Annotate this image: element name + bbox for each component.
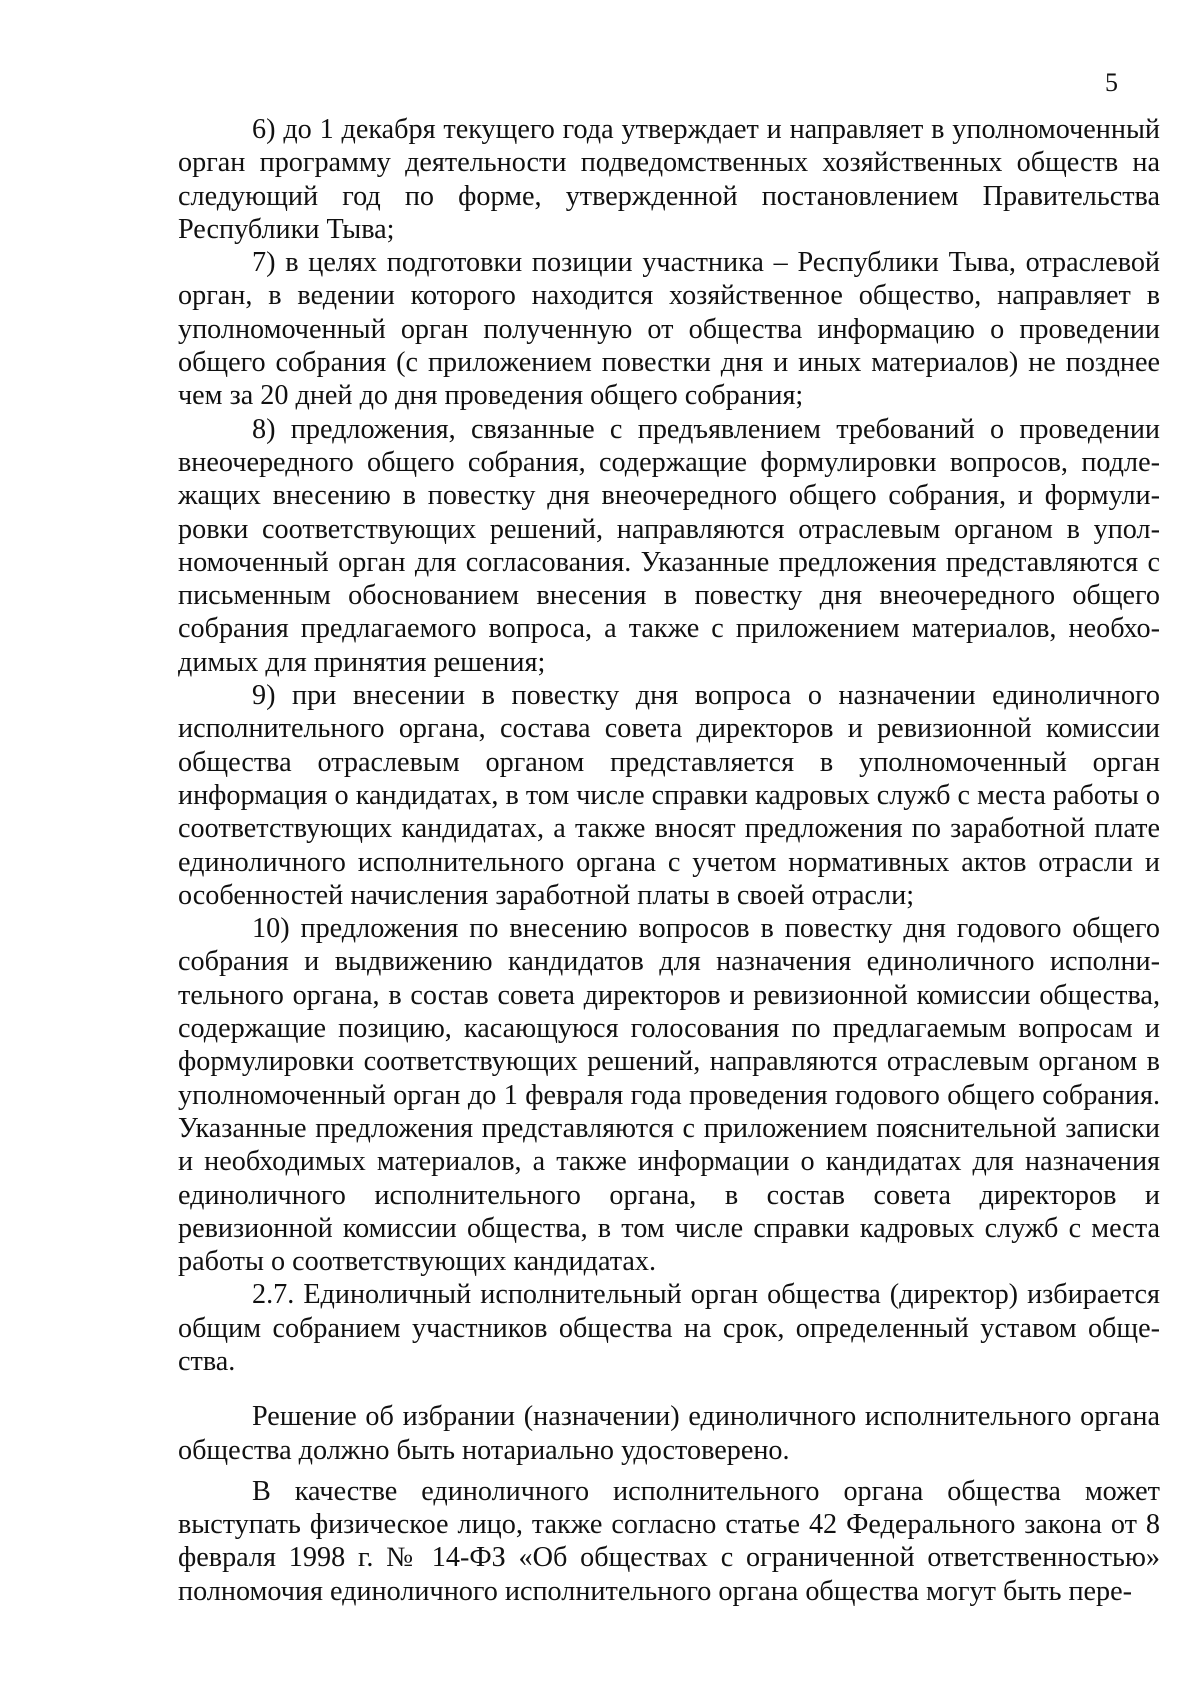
paragraph-item-7: 7) в целях подготовки позиции участника – Республики Тыва, отраслевой орган, в ведении которого находится хозяйственное общество, направляет в уполномоченный орган полученную от общества информацию о проведении общего собрания (с приложением повестки дня и иных материалов) не позднее чем за 20 дней до дня проведения общего собрания; [178,247,1160,412]
paragraph-executive-body: В качестве единоличного исполнительного органа общества может выступать физическое лицо, также согласно статье 42 Федерального закона от 8 февраля 1998 г. № 14-ФЗ «Об обществах с ограниченной ответственностью» полномочия единоличного исполнительного органа общества могут быть пере- [178,1475,1160,1607]
paragraph-section-2-7: 2.7. Единоличный исполнительный орган общества (директор) избирается общим собранием участников общества на срок, определенный уставом общества. [178,1279,1160,1377]
paragraph-item-6: 6) до 1 декабря текущего года утверждает и направляет в уполномоченный орган программу деятельности подведомственных хозяйственных обществ на следующий год по форме, утвержденной постановлением Правительства Республики Тыва; [178,114,1160,245]
paragraph-item-8: 8) предложения, связанные с предъявлением требований о проведении внеочередного общего собрания, содержащие формулировки вопросов, подлежащих внесению в повестку дня внеочередного общего собрания, и формулировки соответствующих решений, направляются отраслевым органом в уполномоченный орган для согласования. Указанные предложения представляются с письменным обоснованием внесения в повестку дня внеочередного общего собрания предлагаемого вопроса, а также с приложением материалов, необходимых для принятия решения; [178,413,1160,678]
paragraph-notarization: Решение об избрании (назначении) единоличного исполнительного органа общества должно быть нотариально удостоверено. [178,1401,1160,1466]
document-body [178,113,1160,1608]
paragraph-item-9: 9) при внесении в повестку дня вопроса о назначении единоличного исполнительного органа, состава совета директоров и ревизионной комиссии общества отраслевым органом представляется в уполномоченный орган информация о кандидатах, в том числе справки кадровых служб с места работы о соответствующих кандидатах, а также вносят предложения по заработной плате единоличного исполнительного органа с учетом нормативных актов отрасли и особенностей начисления заработной платы в своей отрасли; [178,680,1160,911]
paragraph-item-10: 10) предложения по внесению вопросов в повестку дня годового общего собрания и выдвижению кандидатов для назначения единоличного исполнительного органа, в состав совета директоров и ревизионной комиссии общества, содержащие позицию, касающуюся голосования по предлагаемым вопросам и формулировки соответствующих решений, направляются отраслевым органом в уполномоченный орган до 1 февраля года проведения годового общего собрания. Указанные предложения представляются с приложением пояснительной записки и необходимых материалов, а также информации о кандидатах для назначения единоличного исполнительного органа, в состав совета директоров и ревизионной комиссии общества, в том числе справки кадровых служб с места работы о соответствующих кандидатах. [178,913,1160,1278]
page-number: 5 [1105,68,1118,97]
